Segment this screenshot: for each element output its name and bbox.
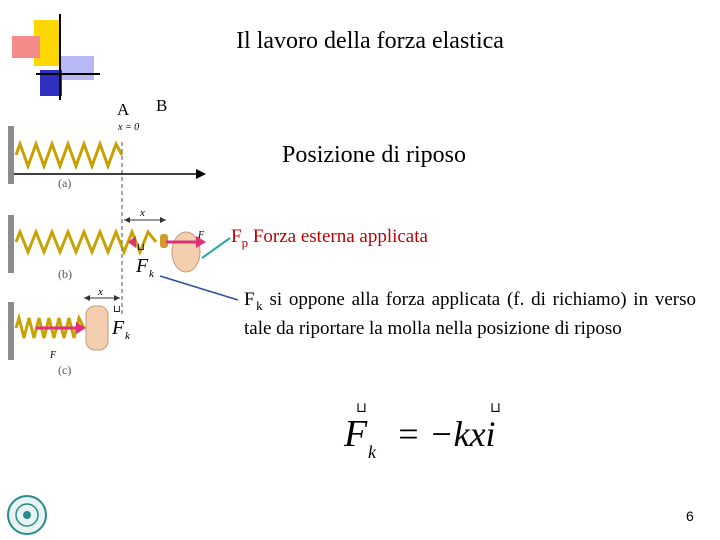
panel-a-label: (a) xyxy=(58,176,72,190)
formula-lhs: F xyxy=(344,413,368,455)
fk-symbol-b: F xyxy=(136,255,149,277)
fk-text: si oppone alla forza applicata (f. di richiamo) in verso tale da riportare la molla nella posizione di riposo xyxy=(244,289,697,339)
connector-fp xyxy=(202,238,230,258)
fk-symbol: F xyxy=(244,289,255,310)
fp-label-c: F xyxy=(50,350,57,361)
fp-label-b: F xyxy=(198,230,205,241)
fk-sub-c: k xyxy=(125,330,130,342)
label-b: B xyxy=(156,96,168,115)
x-label-c: x xyxy=(98,286,103,298)
label-a: A xyxy=(117,100,130,119)
formula-vector-mark-i: ⊔ xyxy=(490,401,501,416)
formula xyxy=(338,392,518,468)
fp-sub: p xyxy=(241,234,249,250)
fk-sub: k xyxy=(256,297,263,313)
panel-c-label: (c) xyxy=(58,363,72,377)
x0-label: x = 0 xyxy=(118,122,140,133)
page-number: 6 xyxy=(686,508,694,524)
fk-symbol-c: F xyxy=(112,317,125,339)
vector-mark-c: ⊔ xyxy=(113,304,121,315)
fp-symbol: F xyxy=(231,226,242,247)
connector-fk xyxy=(160,276,238,300)
formula-vector-mark-f: ⊔ xyxy=(356,401,367,416)
fp-text: Forza esterna applicata xyxy=(252,226,428,247)
panel-b-label: (b) xyxy=(58,267,72,281)
vector-mark-b: ⊔ xyxy=(137,242,145,253)
formula-rhs: = −kxi xyxy=(396,414,496,454)
formula-lhs-sub: k xyxy=(368,442,376,462)
fk-sub-b: k xyxy=(149,268,154,280)
slide-title: Il lavoro della forza elastica xyxy=(236,28,504,54)
rest-position-label: Posizione di riposo xyxy=(282,142,466,168)
university-seal-icon xyxy=(6,494,48,536)
x-label-b: x xyxy=(140,207,145,219)
